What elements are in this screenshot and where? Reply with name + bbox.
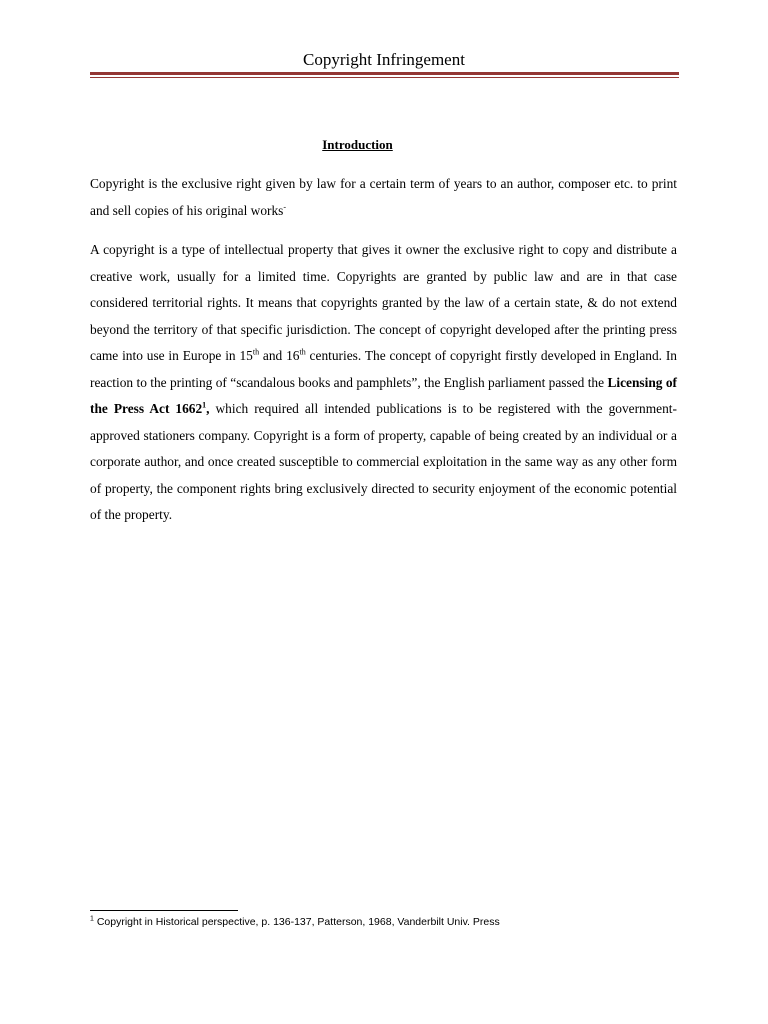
- paragraph-definition: [90, 171, 677, 224]
- ordinal-suffix-16th: th: [299, 347, 306, 357]
- paragraph-history-text-d: which required all intended publications is to be registered with the government- approved stationers company. Copyright is a form of property, capable of being created by an individual or a corporate author, and once created susceptible to commercial exploitation in the same way as any other form of property, the component rights bring exclusively directed to security enjoyment of the economic potential of the property.: [90, 401, 677, 522]
- footnote: [90, 914, 678, 930]
- section-heading: Introduction: [322, 137, 393, 152]
- footnote-marker: 1: [90, 915, 94, 923]
- act-comma: ,: [206, 401, 210, 416]
- paragraph-definition-text: Copyright is the exclusive right given by law for a certain term of years to an author, composer etc. to print and sell copies of his original works: [90, 176, 677, 218]
- paragraph-history-text-b: and 16: [259, 348, 300, 363]
- paragraph-history-text-c: centuries. The concept of copyright firstly developed in England. In reaction to the printing of “scandalous books and pamphlets”, the English parliament passed the: [90, 348, 678, 390]
- title-rule-thick: [90, 72, 679, 75]
- paragraph-history-text-a: A copyright is a type of intellectual property that gives it owner the exclusive right to copy and distribute a creative work, usually for a limited time. Copyrights are granted by public law and are in that case considered territorial rights. It means that copyrights granted by the law of a certain state, & do not extend beyond the territory of that specific jurisdiction. The concept of copyright developed after the printing press came into use in Europe in 15: [90, 242, 677, 363]
- ordinal-suffix-15th: th: [252, 347, 260, 357]
- paragraph-history: [90, 237, 677, 529]
- title-rule-thin: [90, 77, 679, 78]
- document-title: Copyright Infringement: [303, 50, 465, 69]
- paragraph-definition-mark: -: [283, 202, 287, 212]
- footnote-reference[interactable]: 1: [202, 400, 207, 410]
- footnote-separator: [90, 910, 238, 911]
- act-name: Licensing of the Press Act 1662: [90, 374, 678, 416]
- footnote-text: Copyright in Historical perspective, p. 136-137, Patterson, 1968, Vanderbilt Univ. Press: [93, 916, 500, 928]
